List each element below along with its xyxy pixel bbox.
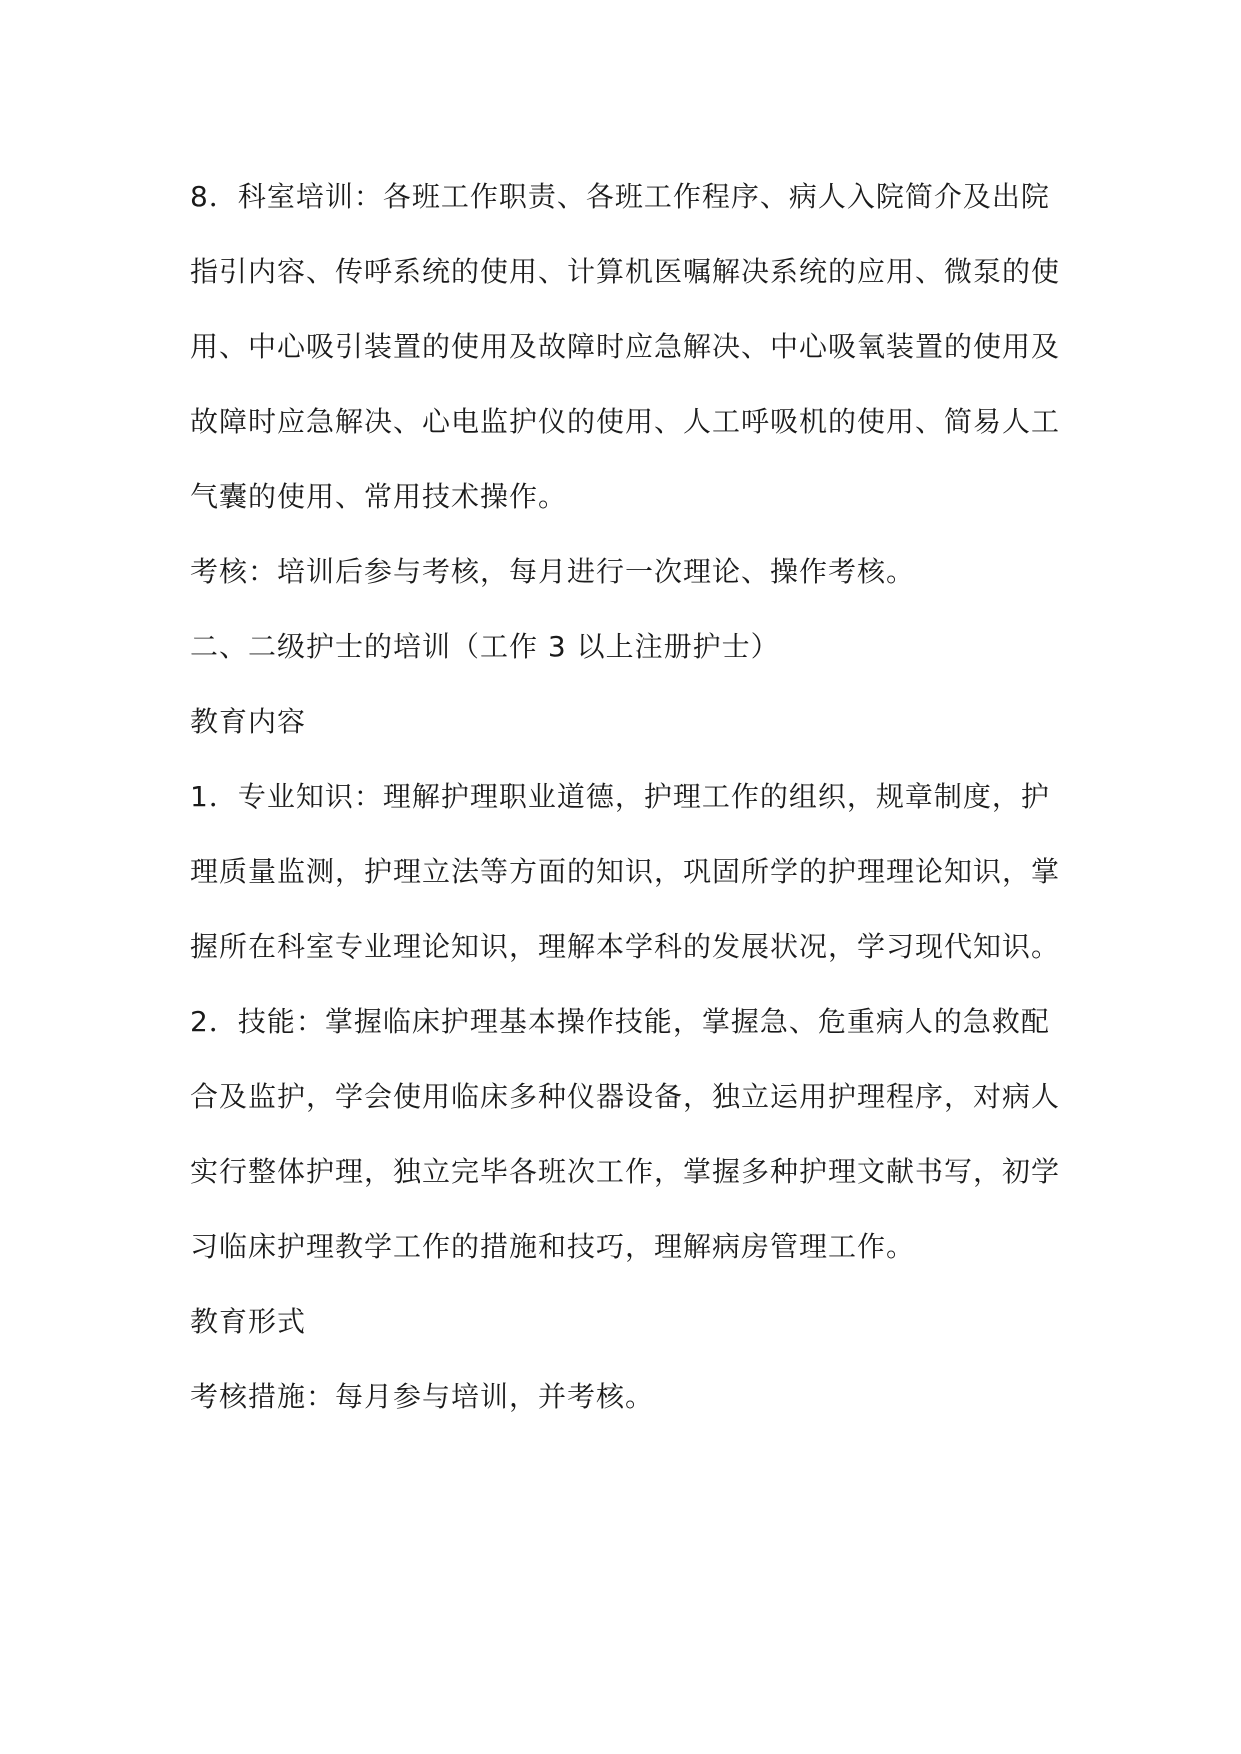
paragraph-assessment-measures: 考核措施：每月参与培训，并考核。 [190, 1380, 655, 1413]
paragraph-professional-knowledge: 1．专业知识：理解护理职业道德，护理工作的组织，规章制度，护理质量监测，护理立法等方面的知识，巩固所学的护理理论知识，掌握所在科室专业理论知识，理解本学科的发展状况，学习现代知识。 [190, 780, 1061, 963]
subheading-education-form: 教育形式 [190, 1305, 307, 1338]
paragraph-department-training: 8．科室培训：各班工作职责、各班工作程序、病人入院简介及出院指引内容、传呼系统的使用、计算机医嘱解决系统的应用、微泵的使用、中心吸引装置的使用及故障时应急解决、中心吸氧装置的使用及故障时应急解决、心电监护仪的使用、人工呼吸机的使用、简易人工气囊的使用、常用技术操作。 [190, 180, 1061, 513]
document-body [190, 159, 1060, 1434]
section-heading-level2-nurse-training: 二、二级护士的培训（工作 3 以上注册护士） [190, 630, 780, 663]
paragraph-assessment: 考核：培训后参与考核，每月进行一次理论、操作考核。 [190, 555, 916, 588]
subheading-education-content: 教育内容 [190, 705, 307, 738]
paragraph-skills: 2．技能：掌握临床护理基本操作技能，掌握急、危重病人的急救配合及监护，学会使用临床多种仪器设备，独立运用护理程序，对病人实行整体护理，独立完毕各班次工作，掌握多种护理文献书写，初学习临床护理教学工作的措施和技巧，理解病房管理工作。 [190, 1005, 1061, 1263]
